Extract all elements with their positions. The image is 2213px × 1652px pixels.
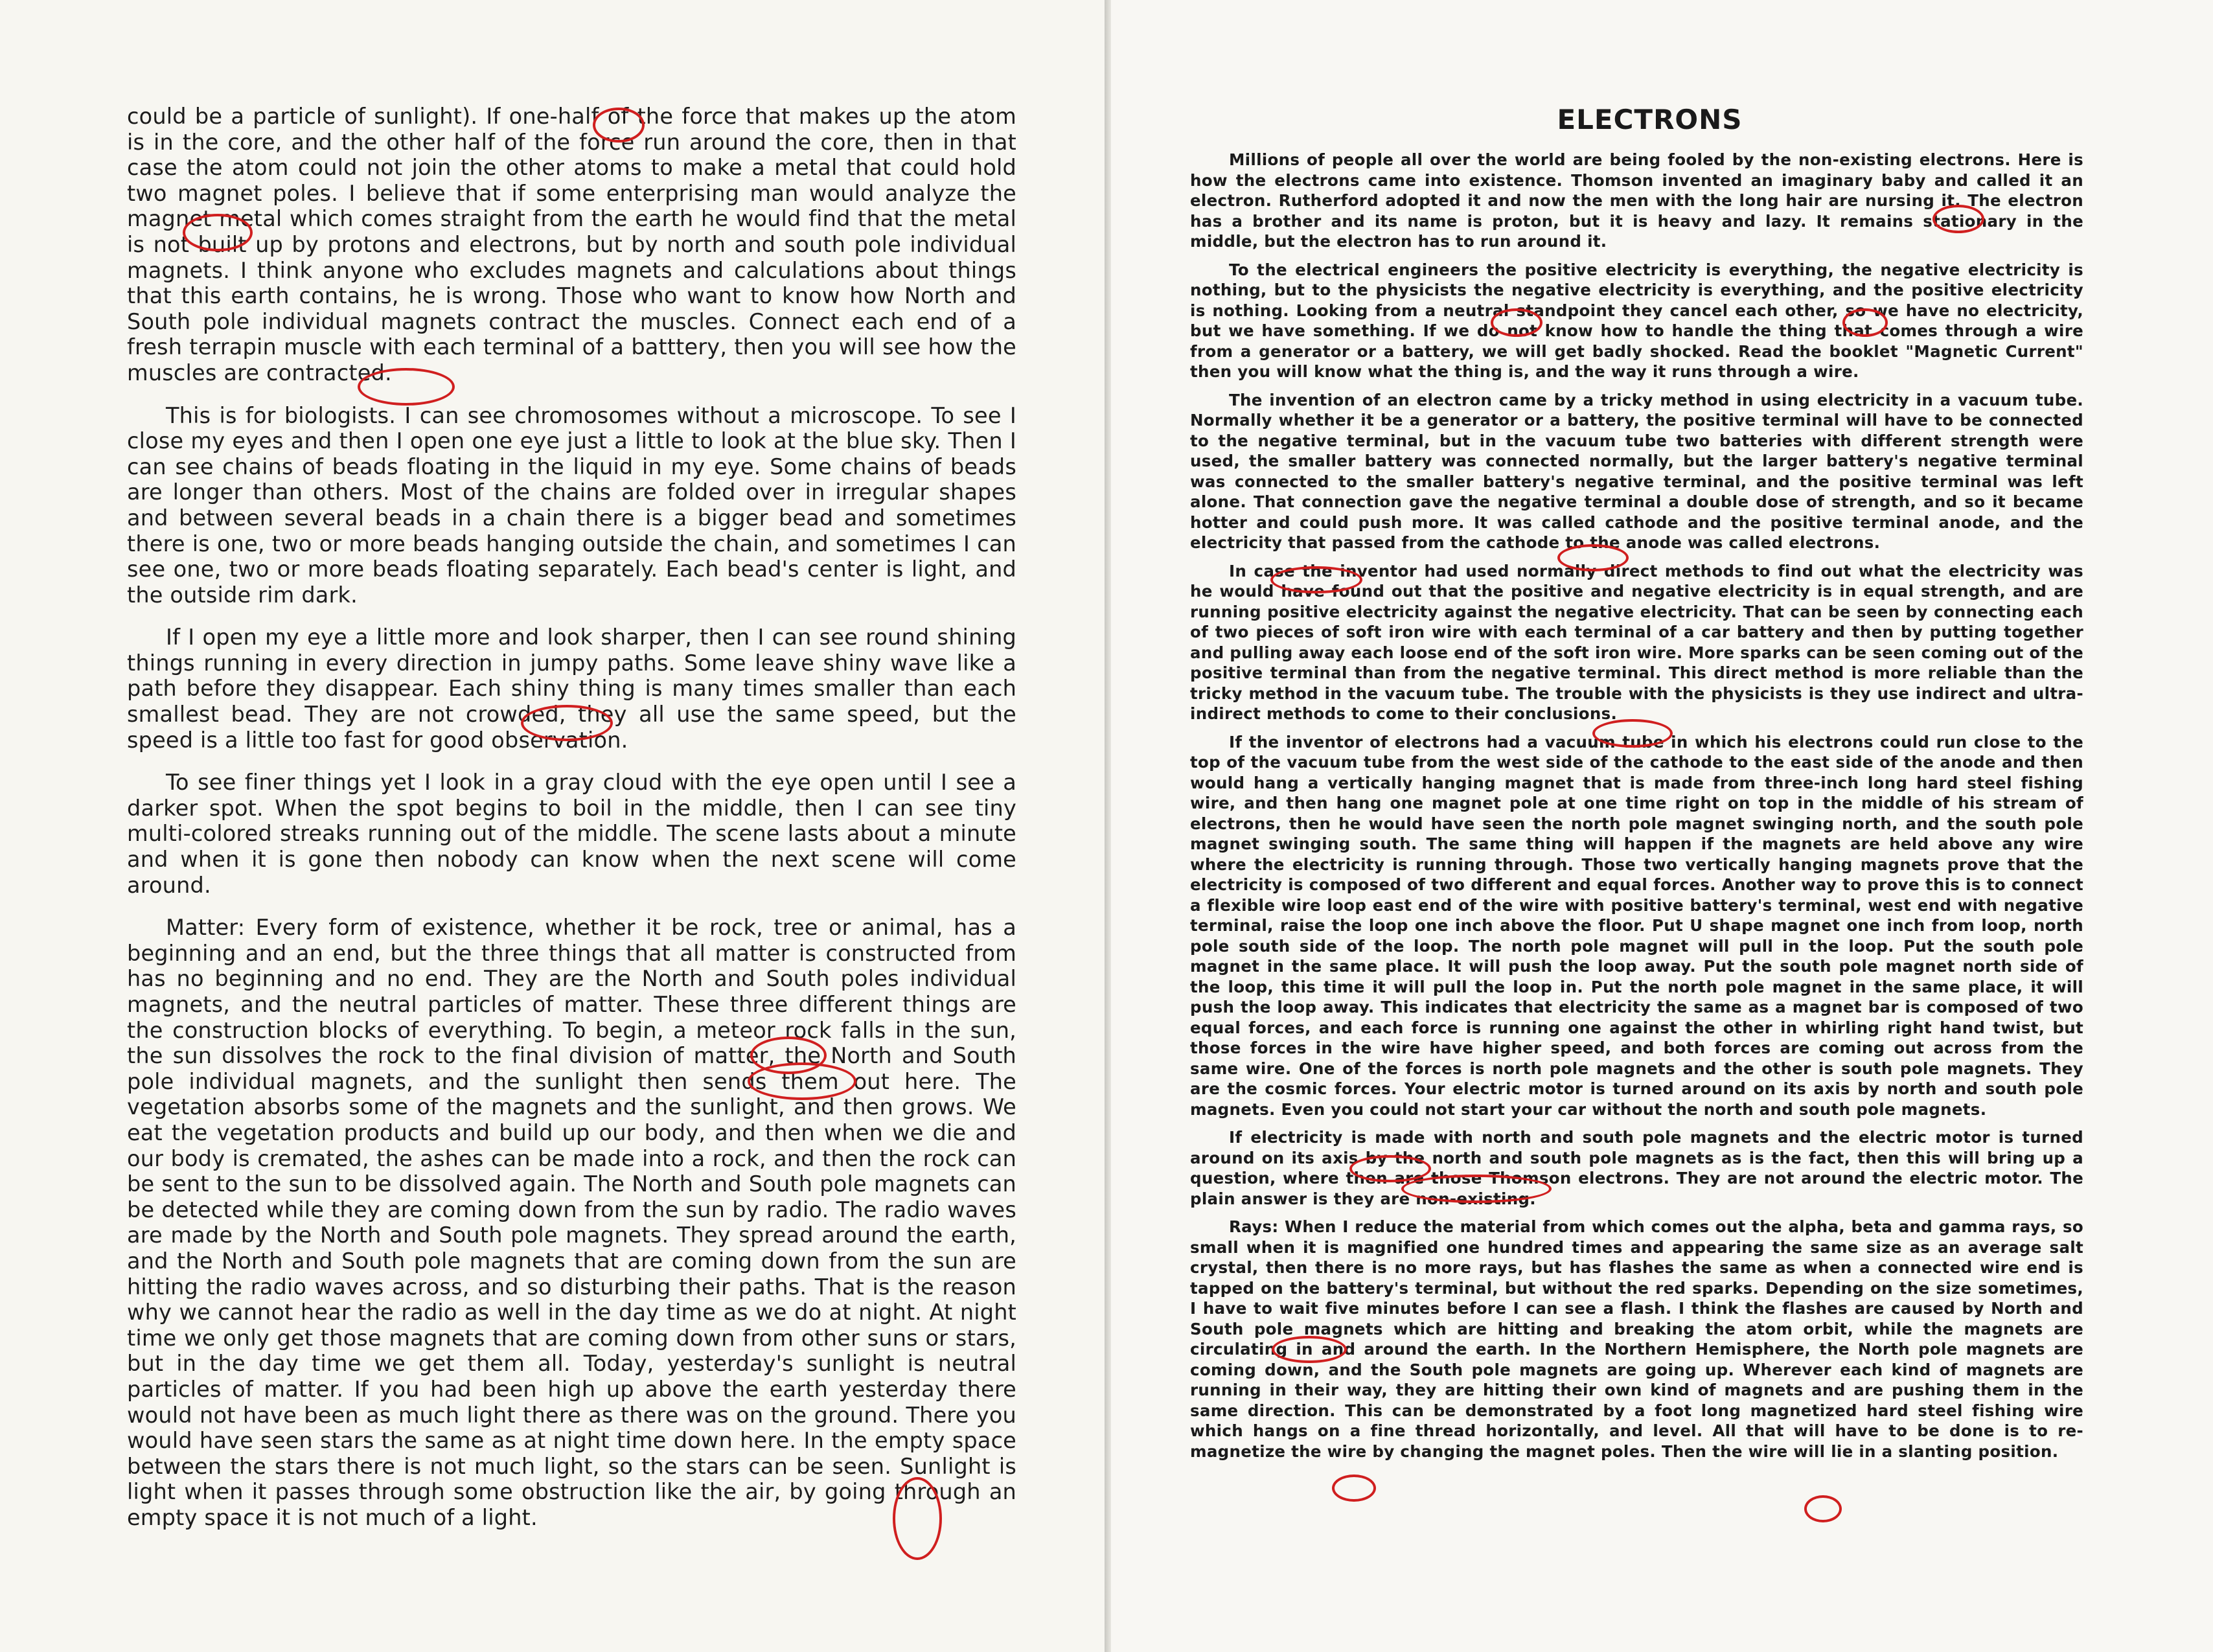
right-paragraph: To the electrical engineers the positive electricity is everything, the negative electricity is nothing, but to the physicists the negative electricity is everything, and the positive electricity is nothing. Looking from a neutral standpoint they cancel each other, so we have no electricity, but we have something. If we do not know how to handle the thing that comes through a wire from a generator or a battery, we will get badly shocked. Read the booklet "Magnetic Current" then you will know what the thing is, and the way it runs through a wire. bbox=[1190, 260, 2083, 381]
left-paragraph: Matter: Every form of existence, whether it be rock, tree or animal, has a beginning and an end, but the three things that all matter is constructed from has no beginning and no end. They are the North and South poles individual magnets, and the neutral particles of matter. These three different things are the construction blocks of everything. To begin, a meteor rock falls in the sun, the sun dissolves the rock to the final division of matter, the North and South pole individual magnets, and the sunlight then sends them out here. The vegetation absorbs some of the magnets and the sunlight, and then grows. We eat the vegetation products and build up our body, and then when we die and our body is cremated, the ashes can be made into a rock, and then the rock can be sent to the sun to be dissolved again. The North and South pole magnets can be detected while they are coming down from the sun by radio. The radio waves are made by the North and South pole magnets. They spread around the earth, and the North and South pole magnets that are coming down from the sun are hitting the radio waves across, and so disturbing their paths. That is the reason why we cannot hear the radio as well in the day time as we do at night. At night time we only get those magnets that are coming down from other suns or stars, but in the day time we get them all. Today, yesterday's sunlight is neutral particles of matter. If you had been high up above the earth yesterday there would not have been as much light there as there was on the ground. There you would have seen stars the same as at night time down here. In the empty space between the stars there is not much light, so the stars can be seen. Sunlight is light when it passes through some obstruction like the air, by going through an empty space it is not much of a light. bbox=[127, 915, 1016, 1530]
right-paragraph: If the inventor of electrons had a vacuum tube in which his electrons could run close to the top of the vacuum tube from the west side of the cathode to the east side of the anode and then would hang a vertically hanging magnet that is made from three-inch long hard steel fishing wire, and then hang one magnet pole at one time right on top in the middle of his stream of electrons, then he would have seen the north pole magnet swinging north, and the south pole magnet swinging south. The same thing will happen if the magnets are held above any wire where the electricity is running through. Those two vertically hanging magnets prove that the electricity is composed of two different and equal forces. Another way to prove this is to connect a flexible wire loop east end of the wire with positive battery's terminal, west end with negative terminal, raise the loop one inch above the floor. Put U shape magnet one inch from loop, north pole south side of the loop. The north pole magnet will pull in the loop. Put the south pole magnet in the same place. It will push the loop away. Put the south pole magnet north side of the loop, this time it will pull the loop in. Put the north pole magnet in the same place, it will push the loop away. This indicates that electricity the same as a magnet bar is composed of two equal forces, and each force is running one against the other in whirling right hand twist, but those forces in the wire have higher speed, and both forces are coming out across from the same wire. One of the forces is north pole magnets and the other is south pole magnets. They are the cosmic forces. Your electric motor is turned around on its axis by north and south pole magnets. Even you could not start your car without the north and south pole magnets. bbox=[1190, 732, 2083, 1119]
left-page-body bbox=[127, 104, 1016, 1530]
right-paragraph: Rays: When I reduce the material from which comes out the alpha, beta and gamma rays, so small when it is magnified one hundred times and appearing the same size as an average salt crystal, then there is no more rays, but has flashes the same as when a connected wire end is tapped on the battery's terminal, but without the red sparks. Depending on the size sometimes, I have to wait five minutes before I can see a flash. I think the flashes are caused by North and South pole magnets which are hitting and breaking the atom orbit, while the magnets are circulating in and around the earth. In the Northern Hemisphere, the North pole magnets are coming down, and the South pole magnets are going up. Wherever each kind of magnets are running in their way, they are hitting their own kind of magnets and are pushing them in the same direction. This can be demonstrated by a foot long magnetized hard steel fishing wire which hangs on a fine thread horizontally, and level. All that will have to be done is to re-magnetize the wire by changing the magnet poles. Then the wire will lie in a slanting position. bbox=[1190, 1217, 2083, 1461]
left-paragraph: This is for biologists. I can see chromosomes without a microscope. To see I close my eyes and then I open one eye just a little to look at the blue sky. Then I can see chains of beads floating in the liquid in my eye. Some chains of beads are longer than others. Most of the chains are folded over in irregular shapes and between several beads in a chain there is a bigger bead and sometimes there is one, two or more beads hanging outside the chain, and sometimes I can see one, two or more beads floating separately. Each bead's center is light, and the outside rim dark. bbox=[127, 402, 1016, 608]
right-paragraph: Millions of people all over the world are being fooled by the non-existing electrons. Here is how the electrons came into existence. Thomson invented an imaginary baby and called it an electron. Rutherford adopted it and now the men with the long hair are nursing it. The electron has a brother and its name is proton, but it is heavy and lazy. It remains stationary in the middle, but the electron has to run around it. bbox=[1190, 150, 2083, 251]
left-paragraph: could be a particle of sunlight). If one-half of the force that makes up the atom is in the core, and the other half of the force run around the core, then in that case the atom could not join the other atoms to make a metal that could hold two magnet poles. I believe that if some enterprising man would analyze the magnet metal which comes straight from the earth he would find that the metal is not built up by protons and electrons, but by north and south pole individual magnets. I think anyone who excludes magnets and calculations about things that this earth contains, he is wrong. Those who want to know how North and South pole individual magnets contract the muscles. Connect each end of a fresh terrapin muscle with each terminal of a batttery, then you will see how the muscles are contracted. bbox=[127, 104, 1016, 385]
left-paragraph: If I open my eye a little more and look sharper, then I can see round shining things running in every direction in jumpy paths. Some leave shiny wave like a path before they disappear. Each shiny thing is many times smaller than each smallest bead. They are not crowded, they all use the same speed, but the speed is a little too fast for good observation. bbox=[127, 625, 1016, 753]
right-page bbox=[1111, 0, 2213, 1652]
left-page bbox=[0, 0, 1105, 1652]
right-paragraph: If electricity is made with north and south pole magnets and the electric motor is turned around on its axis by the north and south pole magnets as is the fact, then this will bring up a question, where then are those Thomson electrons. They are not around the electric motor. The plain answer is they are non-existing. bbox=[1190, 1128, 2083, 1208]
right-page-body bbox=[1190, 150, 2083, 1462]
left-paragraph: To see finer things yet I look in a gray cloud with the eye open until I see a darker spot. When the spot begins to boil in the middle, then I can see tiny multi-colored streaks running out of the middle. The scene lasts about a minute and when it is gone then nobody can know when the next scene will come around. bbox=[127, 770, 1016, 898]
right-paragraph: The invention of an electron came by a tricky method in using electricity in a vacuum tube. Normally whether it be a generator or a battery, the positive terminal will have to be connected to the negative terminal, but in the vacuum tube two batteries with different strength were used, the smaller battery was connected normally, but the larger battery's negative terminal was connected to the smaller battery's negative terminal, and the positive terminal was left alone. That connection gave the negative terminal a double dose of strength, and so it became hotter and could push more. It was called cathode and the positive terminal anode, and the electricity that passed from the cathode to the anode was called electrons. bbox=[1190, 390, 2083, 552]
page-title: ELECTRONS bbox=[1557, 104, 1743, 135]
right-paragraph: In case the inventor had used normally direct methods to find out what the electricity was he would have found out that the positive and negative electricity is in equal strength, and are running positive electricity against the negative electricity. That can be seen by connecting each of two pieces of soft iron wire with each terminal of a car battery and then by putting together and pulling away each loose end of the soft iron wire. More sparks can be seen coming out of the positive terminal than from the negative terminal. This direct method is more reliable than the tricky method in the vacuum tube. The trouble with the physicists is they use indirect and ultra-indirect methods to come to their conclusions. bbox=[1190, 561, 2083, 723]
page-gutter bbox=[1105, 0, 1111, 1652]
